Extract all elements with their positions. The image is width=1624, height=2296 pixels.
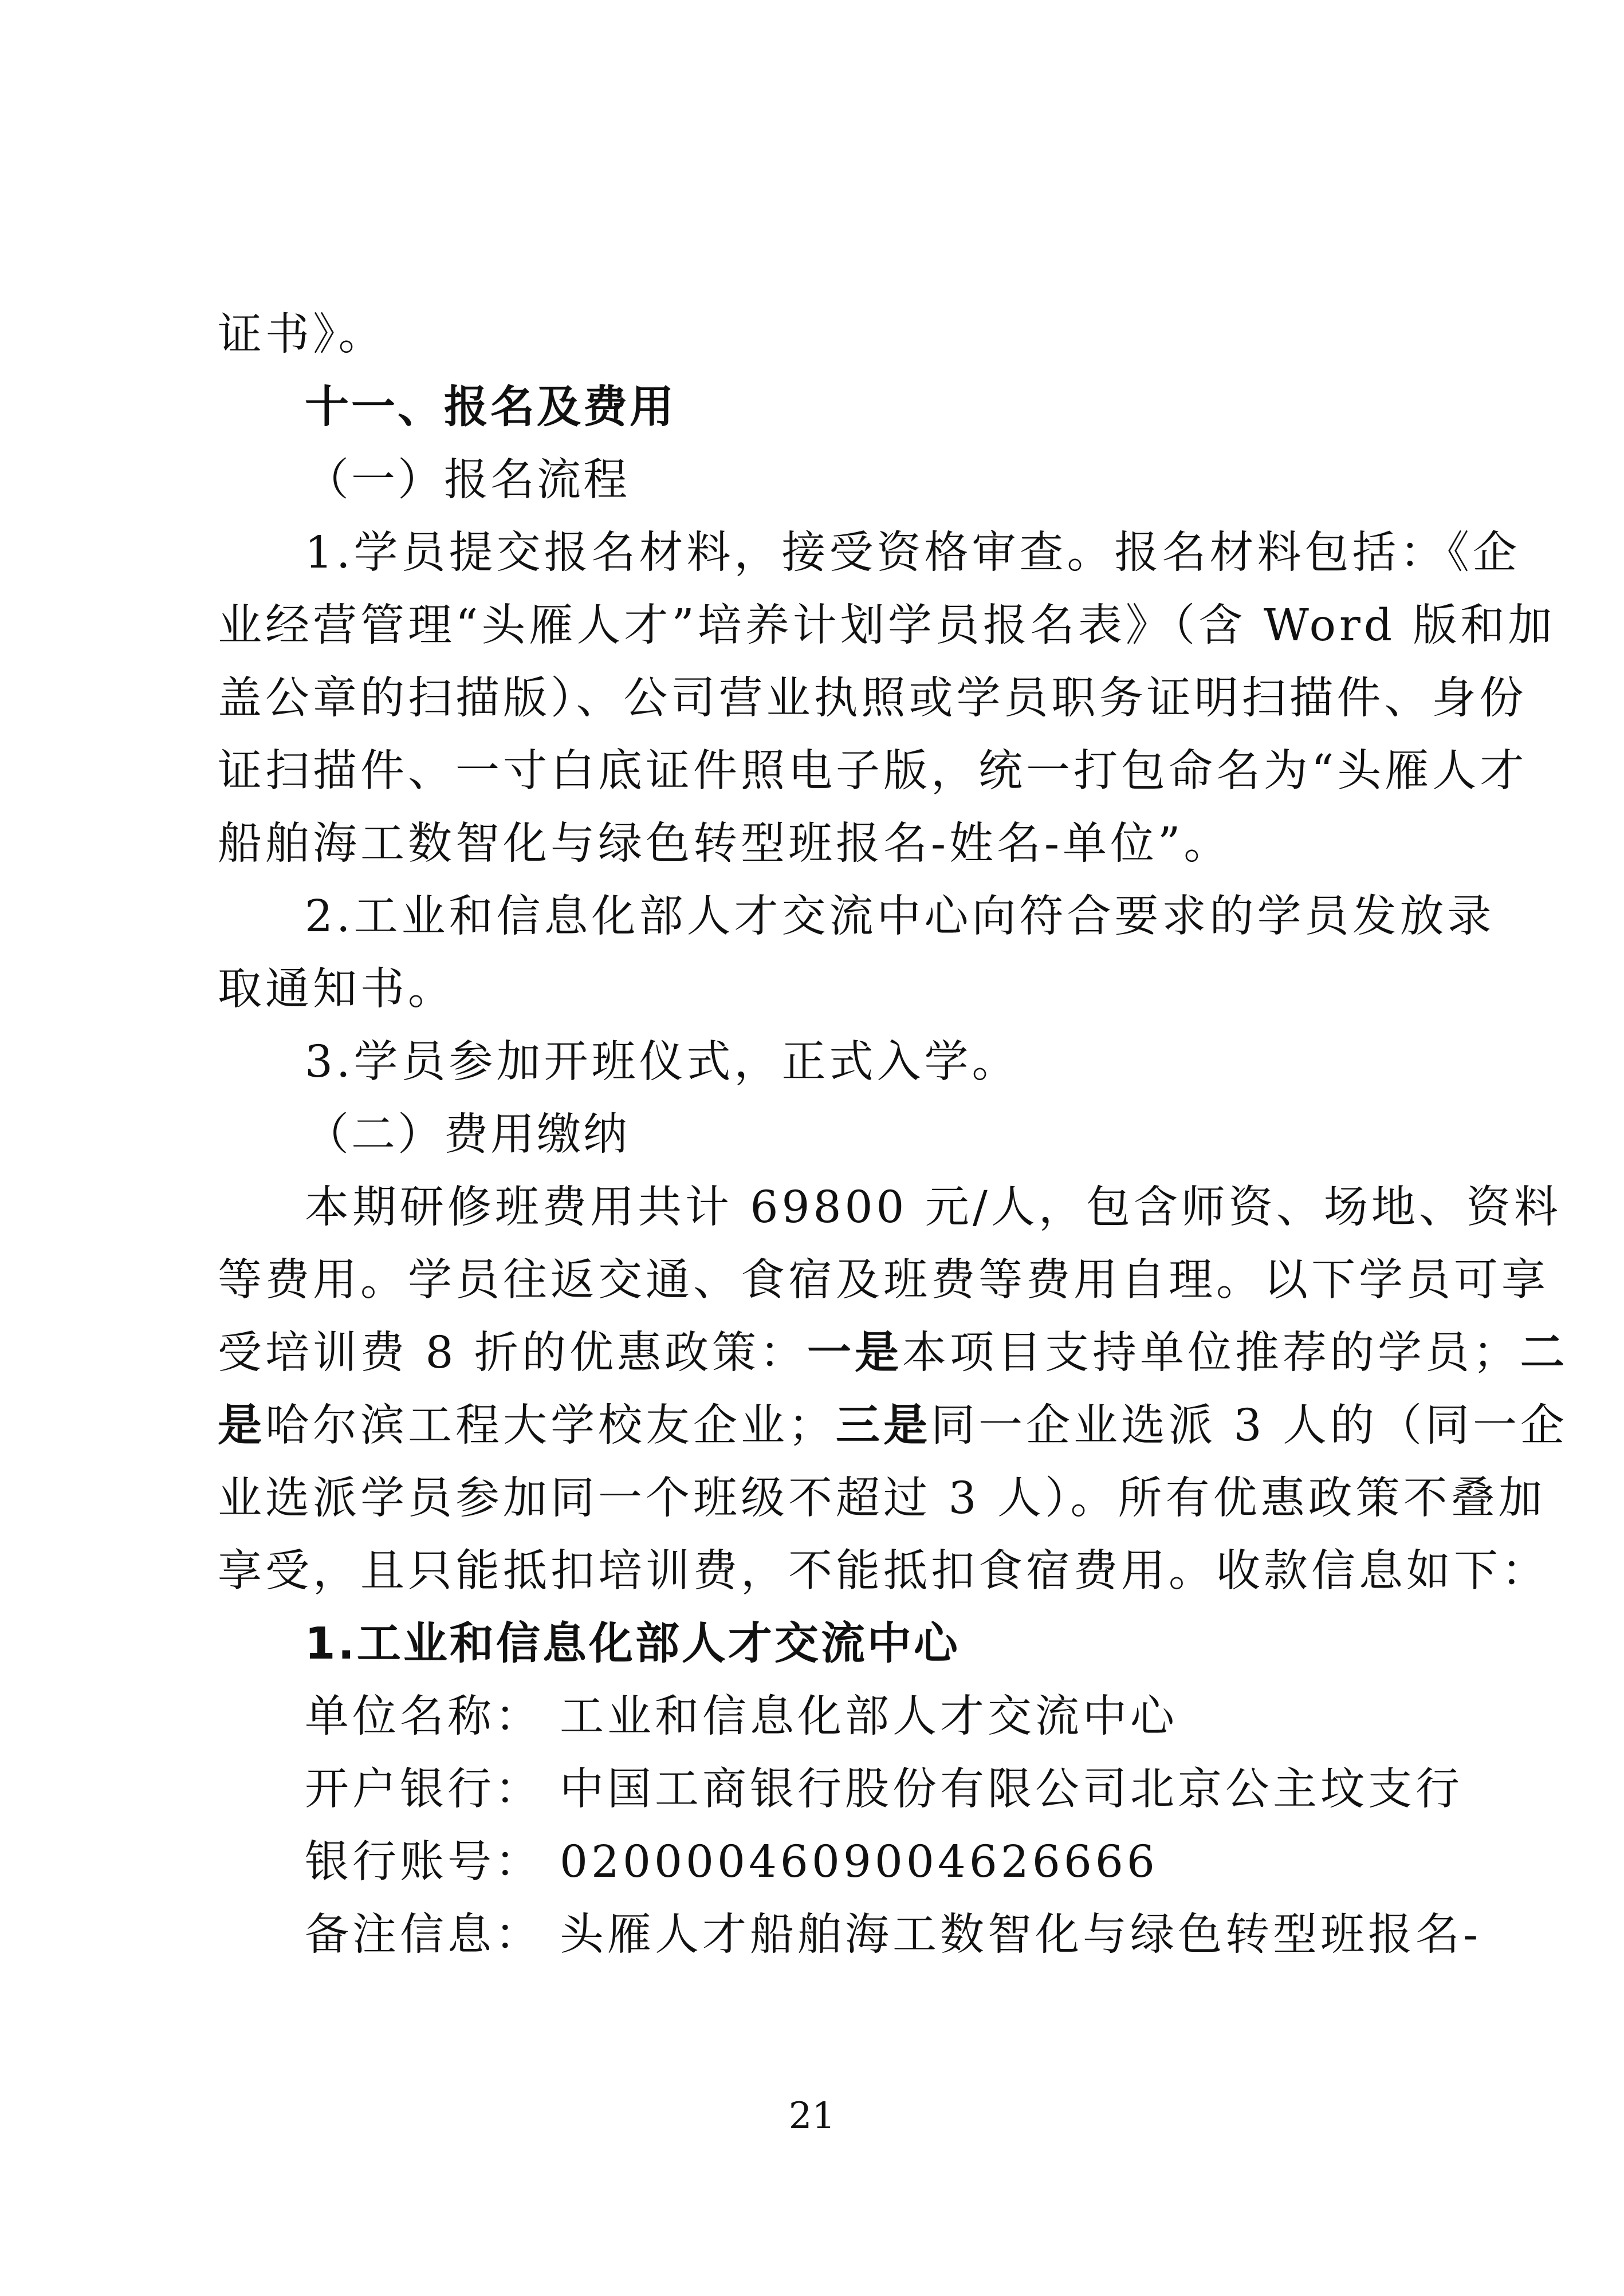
payment-bank-row [305,1752,1463,1827]
unit-value: 工业和信息化部人才交流中心 [560,1691,1178,1742]
payment-account-row [305,1825,1409,1900]
text-run: 本项目支持单位推荐的学员； [902,1328,1520,1379]
text-line: 盖公章的扫描版）、公司营业执照或学员职务证明扫描件、身份 [218,673,1527,724]
bold-run: 一是 [807,1328,902,1379]
text-line [218,1316,1568,1391]
text-line [218,1389,1568,1463]
text-line: 业选派学员参加同一个班级不超过 3 人）。所有优惠政策不叠加 [218,1473,1546,1524]
unit-label: 单位名称： [305,1691,542,1742]
text-line: 业经营管理“头雁人才”培养计划学员报名表》（含 Word 版和加 [218,600,1556,651]
account-label: 银行账号： [305,1837,542,1888]
text-line: 取通知书。 [218,964,455,1015]
note-label: 备注信息： [305,1909,542,1960]
sub-heading: （二）费用缴纳 [305,1109,630,1160]
account-value: 0200004609004626666 [560,1837,1158,1888]
text-line: 享受，且只能抵扣培训费，不能抵扣食宿费用。收款信息如下： [218,1546,1549,1597]
note-value: 头雁人才船舶海工数智化与绿色转型班报名- [560,1909,1482,1960]
bank-label: 开户银行： [305,1764,542,1815]
bank-value: 中国工商银行股份有限公司北京公主坟支行 [560,1764,1463,1815]
bold-run: 二 [1520,1328,1568,1379]
text-line: 2.工业和信息化部人才交流中心向符合要求的学员发放录 [305,891,1495,942]
text-run: 哈尔滨工程大学校友企业； [265,1400,836,1451]
text-line: 证书》。 [218,309,386,360]
page-number: 21 [788,2095,836,2137]
text-run: 受培训费 8 折的优惠政策： [218,1328,807,1379]
text-line: 船舶海工数智化与绿色转型班报名-姓名-单位”。 [218,818,1232,869]
bold-run: 是 [218,1400,265,1451]
text-line: 等费用。学员往返交通、食宿及班费等费用自理。以下学员可享 [218,1255,1549,1306]
text-line: 3.学员参加开班仪式，正式入学。 [305,1037,1020,1088]
bold-run: 三是 [836,1400,931,1451]
text-line: 本期研修班费用共计 69800 元/人，包含师资、场地、资料 [305,1182,1562,1233]
payment-note-row [305,1898,1482,1972]
sub-heading: （一）报名流程 [305,455,630,506]
payment-unit-row [305,1680,1409,1754]
text-line: 1.学员提交报名材料，接受资格审查。报名材料包括：《企 [305,527,1520,578]
text-line: 证扫描件、一寸白底证件照电子版，统一打包命名为“头雁人才 [218,746,1528,797]
text-run: 同一企业选派 3 人的（同一企 [931,1400,1568,1451]
payee-heading: 1.工业和信息化部人才交流中心 [305,1618,960,1669]
section-heading: 十一、报名及费用 [305,382,676,433]
